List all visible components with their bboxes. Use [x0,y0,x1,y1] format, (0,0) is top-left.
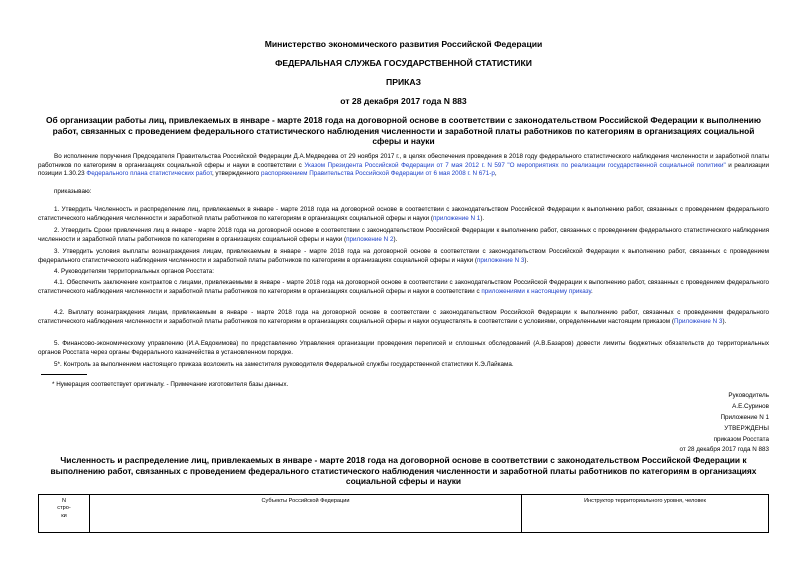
appendix-2-link[interactable]: приложение N 2 [346,235,394,243]
item-4-2 [38,309,769,326]
item-3 [38,248,769,265]
ministry-name: Министерство экономического развития Российской Федерации [264,39,543,49]
item-5-star: 5*. Контроль за выполнением настоящего приказа возложить на заместителя руководителя Федеральной службы государственной статистики К.Э.Лайкама. [54,361,514,368]
item-1-end: ). [480,214,485,222]
distribution-table [38,494,769,533]
intro-text-2: и реализации позиции 1.30.23 [38,161,769,178]
item-2-end: ). [393,235,398,243]
footnote-divider [41,374,87,375]
appendix-number: Приложение N 1 [720,414,769,421]
table-header-row [39,495,769,533]
appendix-title: Численность и распределение лиц, привлекаемых в январе - марте 2018 года на договорной основе в соответствии с законодательством Российской Федерации к выполнению работ, связанных с проведением федерального статистического наблюдения численности и заработной платы работников по категориям в организациях социальной сферы и науки [50,455,757,486]
decree-597-link[interactable]: Указом Президента Российской Федерации от 7 мая 2012 г. N 597 "О мероприятиях по реализации государственной социальной политики" [304,161,726,169]
signature-title: Руководитель [728,392,769,399]
document-type: ПРИКАЗ [386,77,421,87]
item-2-text: 2. Утвердить Сроки привлечения лиц в январе - марте 2018 года на договорной основе в соответствии с законодательством Российской Федерации к выполнению работ, связанных с проведением федерального статистического наблюдения численности и заработной платы работников по категориям в организациях социальной сферы и науки ( [38,227,769,243]
col-header-subjects: Субъекты Российской Федерации [90,495,522,533]
approved-by: приказом Росстата [713,436,769,443]
appendix-1-link[interactable]: приложение N 1 [432,214,481,222]
appendices-link[interactable]: приложениями к настоящему приказу [481,287,592,295]
footnote: * Нумерация соответствует оригиналу. - Примечание изготовителя базы данных. [52,381,289,388]
approved-label: УТВЕРЖДЕНЫ [724,425,769,432]
item-2 [38,227,769,244]
item-4-1 [38,279,769,296]
appendix-3-link-2[interactable]: Приложение N 3 [673,317,723,325]
document-date-number: от 28 декабря 2017 года N 883 [340,96,467,106]
government-order-link[interactable]: распоряжением Правительства Российской Федерации от 6 мая 2008 г. N 671-р [261,170,495,178]
intro-text-1: Во исполнение поручения Председателя Правительства Российской Федерации Д.А.Медведева от 29 ноября 2017 г., в целях обеспечения проведения в 2018 году федерального статистического наблюдения численности и заработной платы работников по категориям в организациях социальной сферы и науки в соответствии с [38,153,769,169]
item-4-1-end: . [591,287,593,295]
item-4-1-text: 4.1. Обеспечить заключение контрактов с лицами, привлекаемыми в январе - марте 2018 года на договорной основе в соответствии с законодательством Российской Федерации к выполнению работ, связанных с проведением федерального статистического наблюдения численности и заработной платы работников по категориям в организациях социальной сферы и науки в соответствии с [38,279,769,295]
col-header-row-number: N стро- ки [39,495,90,533]
col-header-instructors: Инструктор территориального уровня, человек [522,495,769,533]
signature-name: А.Е.Суринов [732,403,769,410]
federal-plan-link[interactable]: Федерального плана статистических работ [86,170,212,178]
item-4-2-text: 4.2. Выплату вознаграждения лицам, привлекаемым в январе - марте 2018 года на договорной основе в соответствии с законодательством Российской Федерации к выполнению работ, связанных с проведением федерального статистического наблюдения численности и заработной платы работников по категориям в организациях социальной сферы и науки осуществлять в соответствии с условиями, определенными настоящим приказом ( [38,309,769,325]
intro-paragraph [38,153,769,179]
service-name: ФЕДЕРАЛЬНАЯ СЛУЖБА ГОСУДАРСТВЕННОЙ СТАТИСТИКИ [275,58,532,68]
ordered-line: приказываю: [54,188,92,195]
approved-date: от 28 декабря 2017 года N 883 [679,446,769,453]
item-3-text: 3. Утвердить условия выплаты вознаграждения лицам, привлекаемым в январе - марте 2018 года на договорной основе в соответствии с законодательством Российской Федерации к выполнению работ, связанных с проведением федерального статистического наблюдения численности и заработной платы работников по категориям в организациях социальной сферы и науки ( [38,248,769,264]
intro-text-4: , [494,170,497,178]
item-1 [38,206,769,223]
intro-text-3: , утвержденного [211,170,262,178]
document-title: Об организации работы лиц, привлекаемых в январе - марте 2018 года на договорной основе в соответствии с законодательством Российской Федерации к выполнению работ, связанных с проведением федерального статистического наблюдения численности и заработной платы работников по категориям в организациях социальной сферы и науки [46,115,761,146]
item-4-2-end: ). [722,317,727,325]
appendix-3-link[interactable]: приложение N 3 [477,256,525,264]
item-4: 4. Руководителям территориальных органов Росстата: [54,268,215,275]
item-1-text: 1. Утвердить Численность и распределение лиц, привлекаемых в январе - марте 2018 года на договорной основе в соответствии с законодательством Российской Федерации к выполнению работ, связанных с проведением федерального статистического наблюдения численности и заработной платы работников по категориям в организациях социальной сферы и науки ( [38,206,769,222]
item-3-end: ). [524,256,529,264]
item-5: 5. Финансово-экономическому управлению (И.А.Евдокимова) по представлению Управления организации проведения переписей и сплошных обследований (А.В.Базаров) довести лимиты бюджетных обязательств до территориальных органов Росстата через органы Федерального казначейства в установленном порядке. [38,340,769,356]
